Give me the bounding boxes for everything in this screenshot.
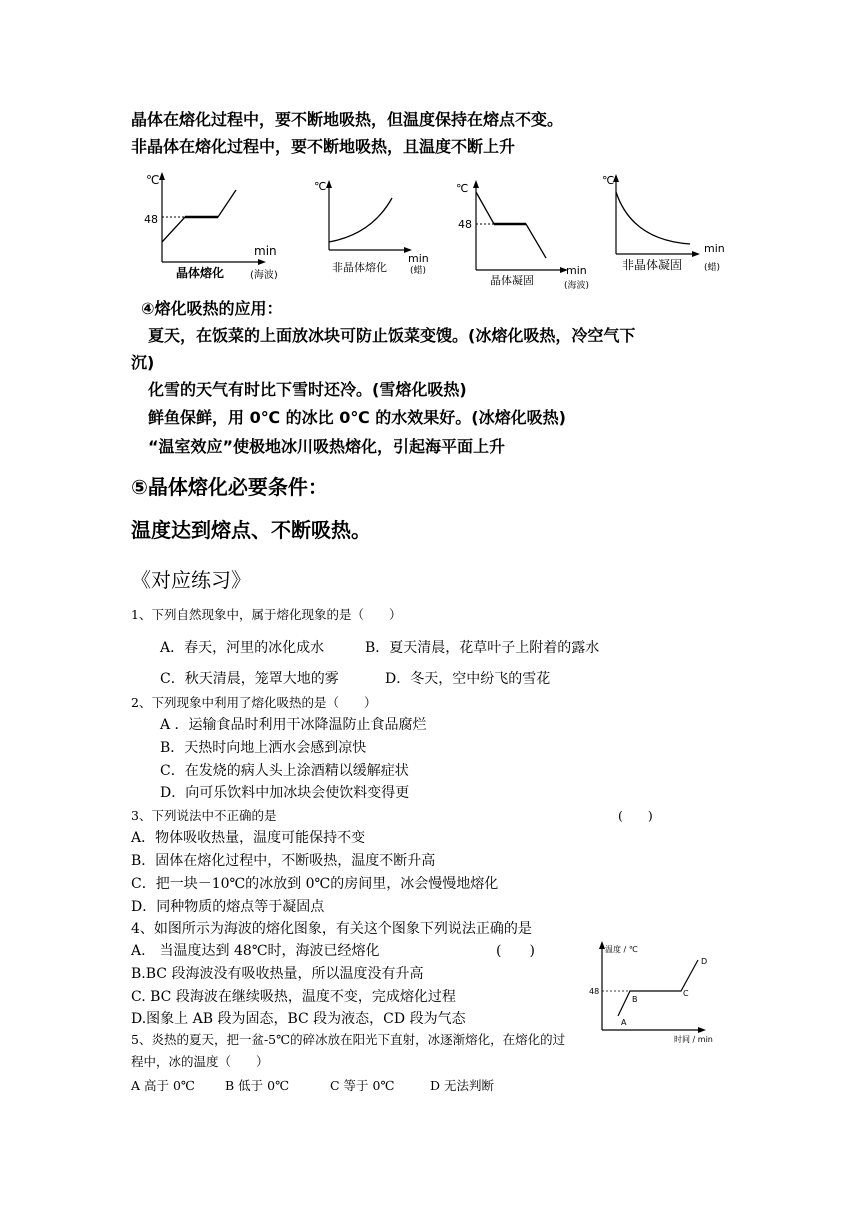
point-c: C <box>683 989 689 998</box>
q4-option-b: B.BC 段海波没有吸收热量，所以温度没有升高 <box>131 966 424 982</box>
q4-option-d: D.图象上 AB 段为固态，BC 段为液态，CD 段为气态 <box>131 1011 466 1027</box>
q3-option-d: D．同种物质的熔点等于凝固点 <box>131 899 325 915</box>
q3-option-a: A．物体吸收热量，温度可能保持不变 <box>131 830 366 846</box>
practice-title: 《对应练习》 <box>131 568 251 592</box>
point-d: D <box>701 957 708 966</box>
q4-option-a: A. 当温度达到 48℃时，海波已经熔化 <box>131 943 380 959</box>
application-greenhouse: “温室效应”使极地冰川吸热熔化，引起海平面上升 <box>148 437 506 456</box>
application-snow: 化雪的天气有时比下雪时还冷。(雪熔化吸热) <box>148 380 467 399</box>
q4-stem: 4、如图所示为海波的熔化图象，有关这个图象下列说法正确的是 <box>131 921 532 937</box>
caption: 晶体凝固 <box>490 274 534 287</box>
sub-caption: (蜡) <box>410 266 427 276</box>
q5-option-c: C 等于 0℃ <box>330 1078 395 1093</box>
caption: 非晶体熔化 <box>332 261 387 274</box>
q5-stem-line1: 5、炎热的夏天，把一盆-5℃的碎冰放在阳光下直射，冰逐渐熔化，在熔化的过 <box>131 1032 566 1047</box>
application-fish: 鲜鱼保鲜，用 0℃ 的冰比 0℃ 的水效果好。(冰熔化吸热) <box>148 408 566 427</box>
q2-option-d: D．向可乐饮料中加冰块会使饮料变得更 <box>160 785 410 801</box>
q4-melting-graph <box>588 938 718 1046</box>
y-axis-label: 温度 / ℃ <box>605 945 638 954</box>
x-unit: min <box>254 244 277 258</box>
condition-text: 温度达到熔点、不断吸热。 <box>131 518 371 542</box>
unit-label: ℃ <box>602 174 615 187</box>
note-amorphous-melting: 非晶体在熔化过程中，要不断地吸热，且温度不断上升 <box>131 137 516 156</box>
tick-48: 48 <box>144 213 158 226</box>
sub-caption: (蜡) <box>704 263 721 273</box>
q1-option-d: D．冬天，空中纷飞的雪花 <box>385 671 551 687</box>
point-b: B <box>632 995 638 1004</box>
graph-amorphous-solidification <box>600 172 730 274</box>
graph-crystal-solidification <box>454 178 604 290</box>
q5-option-d: D 无法判断 <box>430 1078 494 1093</box>
application-summer-cont: 沉) <box>131 353 155 372</box>
application-heading: ④熔化吸热的应用： <box>141 299 283 318</box>
caption: 非晶体凝固 <box>622 258 683 272</box>
q2-option-a: A ．运输食品时利用干冰降温防止食品腐烂 <box>160 717 427 733</box>
q3-answer-paren: ( ) <box>618 808 653 823</box>
q1-option-c: C．秋天清晨，笼罩大地的雾 <box>160 671 339 687</box>
graph-amorphous-melting <box>312 178 442 276</box>
q5-stem-line2: 程中，冰的温度（ ） <box>131 1054 269 1069</box>
sub-caption: (海波) <box>250 270 278 281</box>
x-unit: min <box>704 242 725 255</box>
q4-answer-paren: ( ) <box>496 943 535 959</box>
unit-label: ℃ <box>456 182 469 195</box>
q1-stem: 1、下列自然现象中，属于熔化现象的是（ ） <box>131 607 402 622</box>
x-unit: min <box>408 252 429 265</box>
graph-crystal-melting <box>140 170 300 282</box>
q1-option-b: B．夏天清晨，花草叶子上附着的露水 <box>365 640 600 656</box>
caption: 晶体熔化 <box>176 266 225 280</box>
note-crystal-melting: 晶体在熔化过程中，要不断地吸热，但温度保持在熔点不变。 <box>131 110 564 129</box>
q3-stem: 3、下列说法中不正确的是 <box>131 808 277 823</box>
condition-heading: ⑤晶体熔化必要条件： <box>131 475 328 499</box>
q2-option-c: C．在发烧的病人头上涂酒精以缓解症状 <box>160 763 409 779</box>
unit-label: ℃ <box>146 173 160 187</box>
q2-option-b: B．天热时向地上洒水会感到凉快 <box>160 740 367 756</box>
q3-option-b: B．固体在熔化过程中，不断吸热，温度不断升高 <box>131 853 436 869</box>
q4-option-c: C. BC 段海波在继续吸热，温度不变，完成熔化过程 <box>131 989 456 1005</box>
q3-option-c: C．把一块－10℃的冰放到 0℃的房间里，冰会慢慢地熔化 <box>131 876 499 892</box>
q5-option-b: B 低于 0℃ <box>225 1078 290 1093</box>
x-axis-label: 时间 / min <box>674 1035 713 1044</box>
sub-caption: (海波) <box>564 281 590 291</box>
q2-stem: 2、下列现象中利用了熔化吸热的是（ ） <box>131 695 377 710</box>
q5-option-a: A 高于 0℃ <box>131 1078 195 1093</box>
q1-option-a: A．春天，河里的冰化成水 <box>160 640 325 656</box>
x-unit: min <box>566 264 587 277</box>
unit-label: ℃ <box>314 180 327 193</box>
tick-48: 48 <box>458 218 472 231</box>
point-a: A <box>621 1018 627 1027</box>
application-summer: 夏天，在饭菜的上面放冰块可防止饭菜变馊。(冰熔化吸热，冷空气下 <box>148 326 636 345</box>
tick-48: 48 <box>589 987 600 996</box>
